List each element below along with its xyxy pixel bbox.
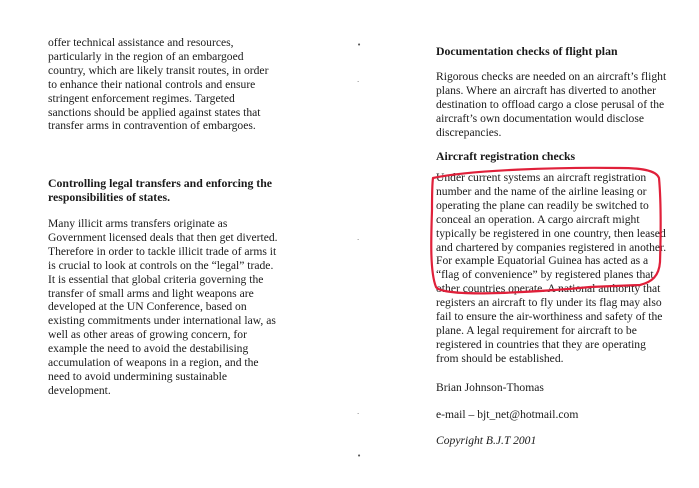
scan-speck: • [357, 41, 362, 49]
text-line: Therefore in order to tackle illicit trade of arms it [48, 244, 277, 258]
text-line: conceal an operation. A cargo aircraft might [436, 212, 640, 226]
scan-speck: · [357, 78, 360, 86]
text-line: number and the name of the airline leasing or [436, 184, 647, 198]
text-line: For example Equatorial Guinea has acted as a [436, 254, 649, 268]
text-line: example the need to avoid the destabilising [48, 342, 249, 356]
section-heading-registration: Aircraft registration checks [436, 149, 576, 163]
text-line: offer technical assistance and resources, [48, 36, 234, 49]
scan-speck: · [357, 410, 360, 418]
text-line: country, which are likely transit routes, in order [48, 63, 269, 77]
text-line: aircraft’s own documentation would disclose [436, 111, 644, 125]
author-email: e-mail – bjt_net@hotmail.com [436, 408, 579, 421]
scan-speck: · [357, 236, 360, 244]
text-line: plane. A legal requirement for aircraft to be [436, 323, 637, 337]
text-line: Government licensed deals that then get diverted. [48, 230, 278, 244]
text-line: well as other areas of growing concern, for [48, 328, 247, 342]
text-line: transfer of small arms and light weapons are [48, 286, 254, 300]
text-line: need to avoid undermining sustainable [48, 369, 228, 383]
scan-speck: • [357, 452, 362, 460]
text-line: stringent enforcement regimes. Targeted [48, 91, 235, 105]
text-line: Many illicit arms transfers originate as [48, 217, 228, 230]
text-line: particularly in the region of an embargoed [48, 49, 244, 63]
text-line: accumulation of weapons in a region, and the [48, 356, 259, 370]
text-line: fail to ensure the air-worthiness and safety of the [436, 310, 663, 324]
annotation-stroke [431, 168, 660, 294]
text-line: developed at the UN Conference, based on [48, 300, 247, 314]
text-line: Under current systems an aircraft registration [436, 171, 647, 184]
text-line: discrepancies. [436, 125, 502, 139]
text-line: destination to offload cargo a close perusal of the [436, 97, 665, 111]
heading-line: Controlling legal transfers and enforcing the [48, 176, 273, 190]
text-line: existing commitments under international law, as [48, 314, 276, 328]
text-line: to enhance their national controls and ensure [48, 77, 256, 91]
text-line: from should be established. [436, 351, 564, 365]
text-line: registers an aircraft to fly under its flag may also [436, 296, 662, 310]
text-line: registered in countries that they are operating [436, 337, 646, 351]
text-line: plans. Where an aircraft has diverted to another [436, 83, 656, 97]
heading-line: responsibilities of states. [48, 190, 171, 204]
text-line: typically be registered in one country, then leased [436, 226, 666, 240]
text-line: other countries operate. A national authority that [436, 282, 661, 296]
text-line: is crucial to look at controls on the “legal” trade. [48, 258, 274, 272]
text-line: operating the plane can readily be switched to [436, 198, 649, 212]
section-heading-flight-plan: Documentation checks of flight plan [436, 44, 618, 58]
text-line: It is essential that global criteria governing the [48, 272, 264, 286]
text-line: sanctions should be applied against states that [48, 105, 261, 119]
text-line: development. [48, 383, 111, 397]
copyright-notice: Copyright B.J.T 2001 [436, 434, 537, 447]
text-line: Rigorous checks are needed on an aircraft’s flight [436, 70, 667, 83]
author-name: Brian Johnson-Thomas [436, 381, 544, 394]
text-line: and chartered by companies registered in another. [436, 240, 667, 254]
text-line: “flag of convenience” by registered planes that [436, 268, 654, 282]
text-line: transfer arms in contravention of embargoes. [48, 119, 256, 133]
